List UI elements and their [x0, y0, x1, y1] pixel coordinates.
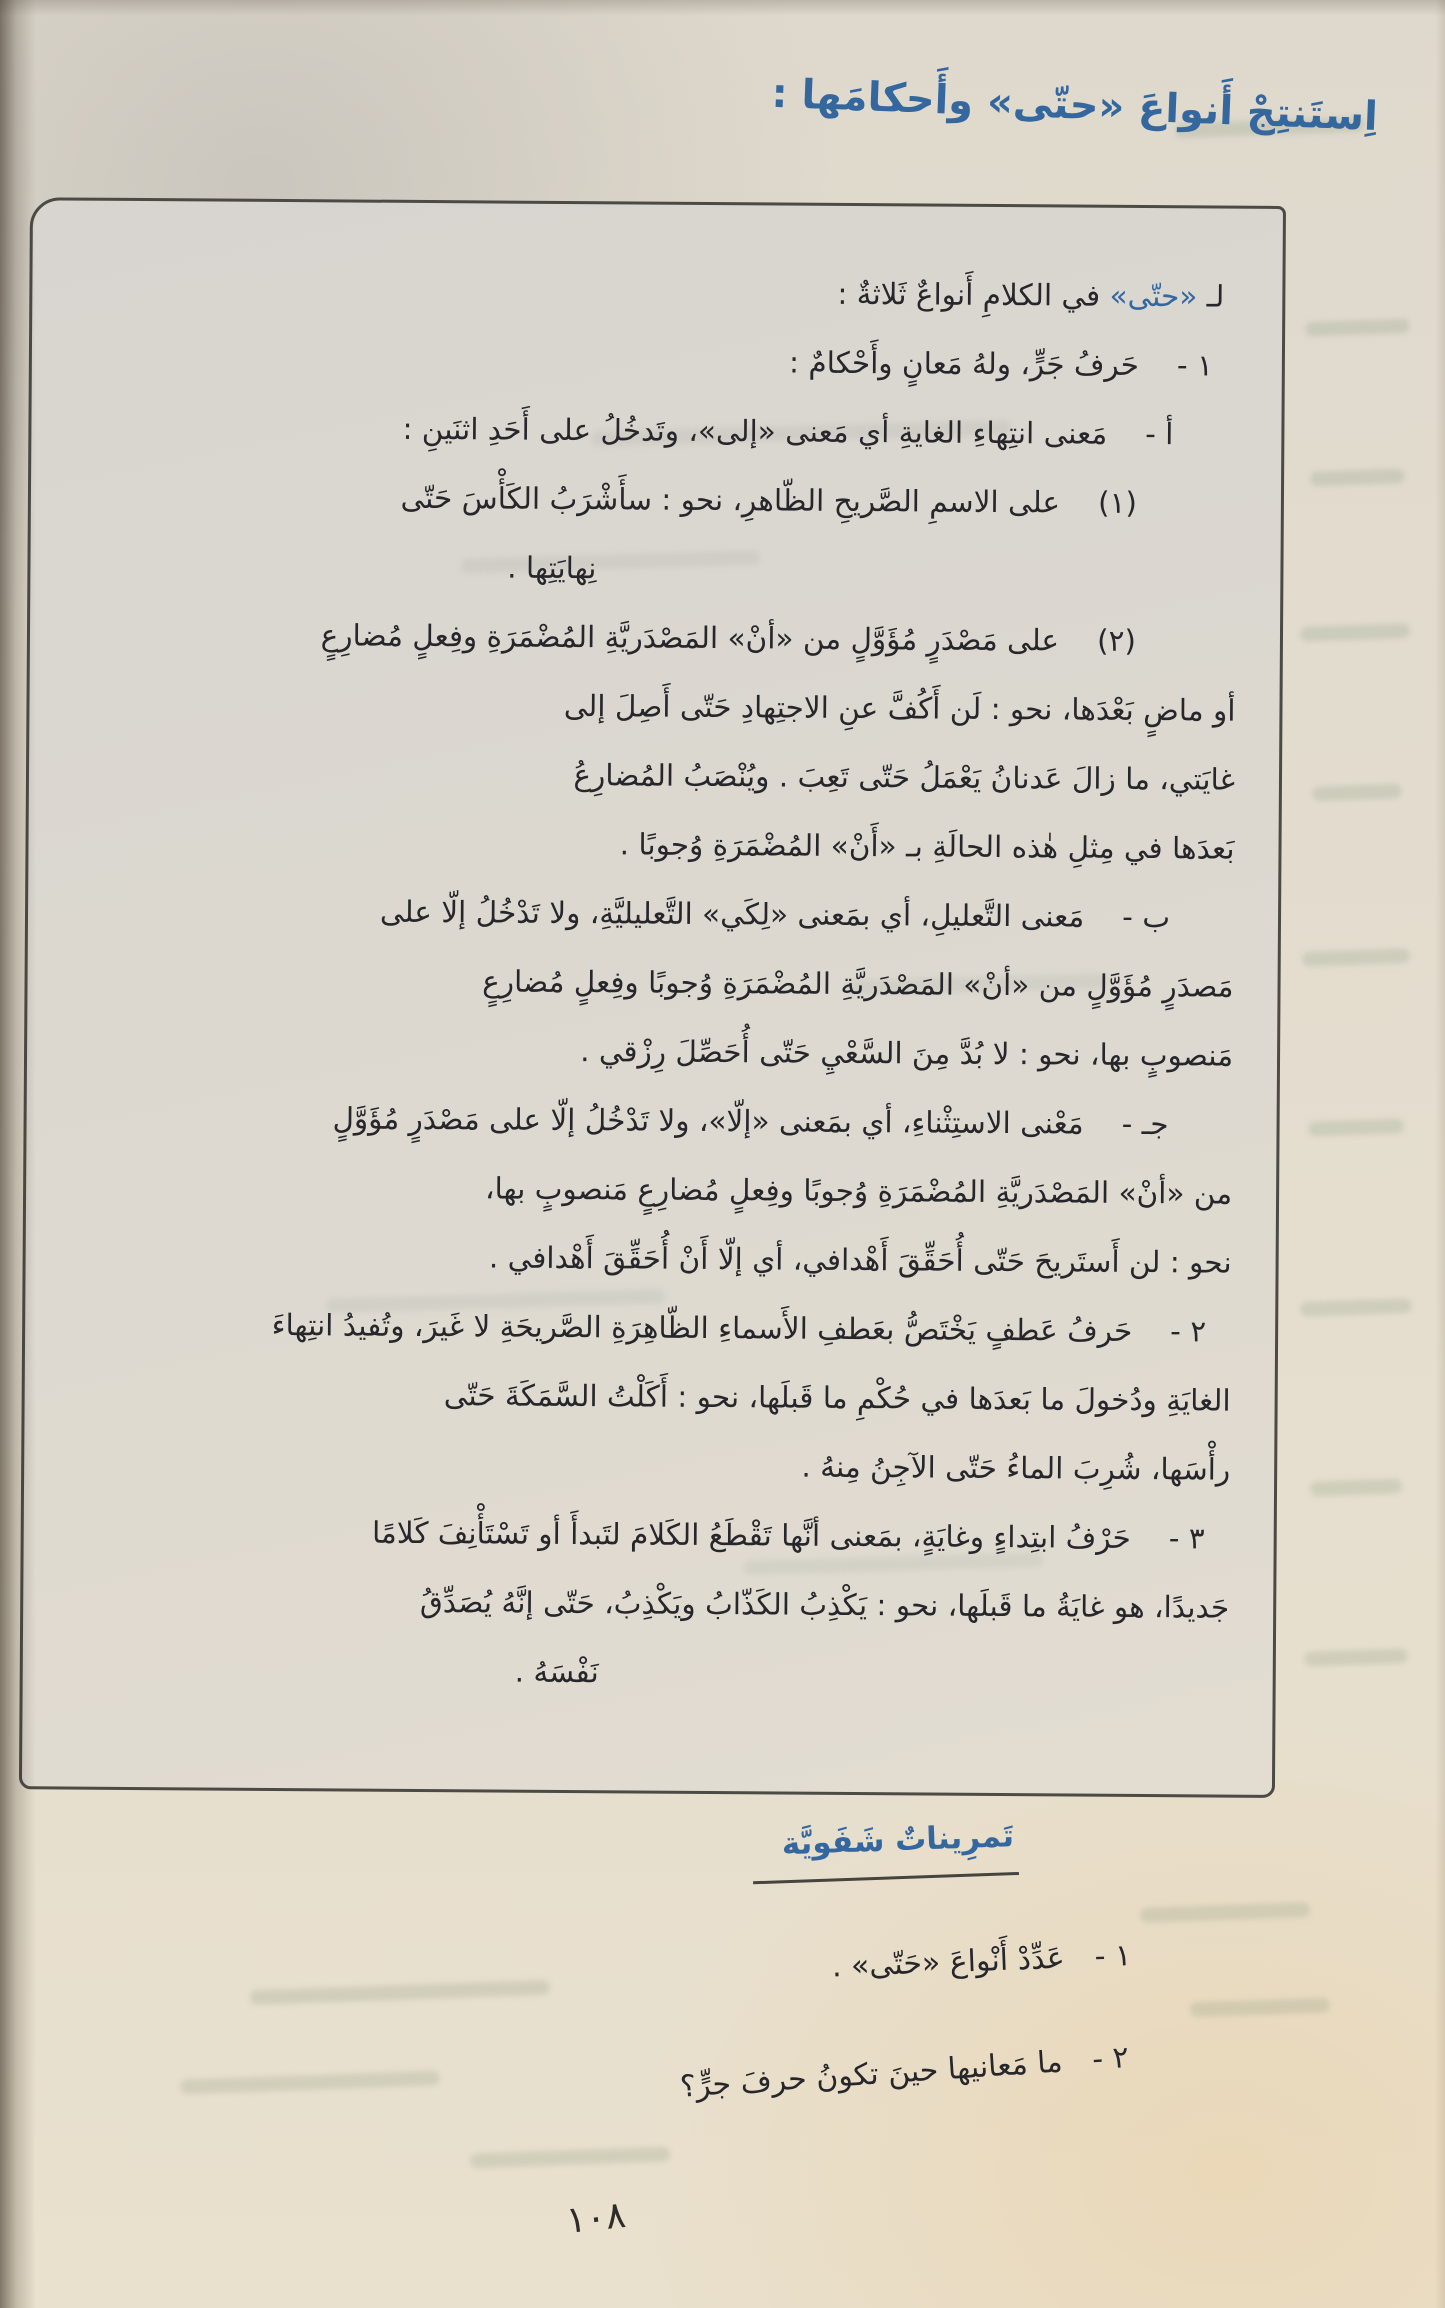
box-text-line	[72, 1083, 1232, 1160]
item-marker: ٢ -	[1170, 1314, 1207, 1349]
bleed-through-mark	[1140, 1902, 1310, 1923]
box-text-line	[77, 393, 1237, 470]
bleed-through-mark	[250, 1980, 550, 2005]
page-gutter-shadow	[0, 0, 36, 2308]
item-marker: (١)	[1097, 485, 1138, 520]
intro-segment: لـ	[1197, 279, 1225, 314]
box-text-line	[74, 876, 1234, 953]
bleed-through-mark	[1304, 1648, 1408, 1667]
intro-segment: «حتّى»	[1109, 278, 1198, 314]
box-text-line	[71, 1290, 1231, 1367]
box-text-line: نَفْسَهُ .	[514, 1654, 599, 1690]
item-text: مَعنى التَّعليلِ، أي بمَعنى «لِكَي» التَّعليليَّةِ، ولا تَدْخُلُ إلّا على	[379, 894, 1085, 934]
item-marker: جـ -	[1121, 1106, 1169, 1142]
box-item	[69, 1497, 1230, 1712]
box-text-line: نِهايَتِها .	[507, 550, 597, 586]
box-text-line	[78, 324, 1238, 401]
item-text: حَرفُ عَطفٍ يَخْتَصُّ بعَطفِ الأَسماءِ الظّاهِرَةِ الصَّريحَةِ لا غَيرَ، وتُفيدُ انتِهاءَ	[271, 1307, 1133, 1348]
box-text-line: رأْسَها، شُرِبَ الماءُ حَتّى الآجِنُ مِنهُ .	[801, 1449, 1231, 1487]
bleed-through-mark	[1308, 1118, 1404, 1136]
item-text: على الاسمِ الصَّريحِ الظّاهرِ، نحو : سأَشْرَبُ الكَأْسَ حَتّى	[400, 480, 1061, 520]
item-text: على مَصْدَرٍ مُؤَوَّلٍ من «أنْ» المَصْدَريَّةِ المُضْمَرَةِ وفِعلٍ مُضارِعٍ	[320, 618, 1060, 658]
exercise-marker: ٢ -	[1091, 2040, 1131, 2078]
content-box	[19, 197, 1286, 1798]
exercise-marker: ١ -	[1093, 1938, 1132, 1975]
box-item	[78, 324, 1238, 401]
item-marker: (٢)	[1096, 623, 1137, 658]
box-text-line: مَنصوبٍ بها، نحو : لا بُدَّ مِنَ السَّعْيِ حَتّى أُحَصِّلَ رِزْقي .	[580, 1034, 1234, 1073]
item-text: مَعنى انتِهاءِ الغايةِ أي مَعنى «إلى»، وتَدخُلُ على أَحَدِ اثنَينِ :	[402, 411, 1108, 451]
exercise-text: عَدِّدْ أَنْواعَ «حَتّى» .	[830, 1940, 1065, 1985]
box-item	[71, 1083, 1232, 1298]
item-marker: ٣ -	[1168, 1521, 1205, 1556]
bleed-through-mark	[1190, 1998, 1330, 2018]
item-marker: أ -	[1145, 417, 1174, 452]
bleed-through-mark	[1302, 948, 1410, 967]
bleed-through-mark	[1312, 783, 1402, 801]
box-item	[74, 600, 1236, 884]
exercises-heading: تَمرِيناتٌ شَفَويَّة	[751, 1818, 1019, 1884]
page-title: اِستَنتِجْ أَنواعَ «حتّى» وأَحكامَها :	[771, 70, 1379, 140]
page-right-shadow	[1435, 0, 1445, 2308]
exercise-item	[831, 1938, 1132, 1984]
box-item	[76, 462, 1237, 608]
bleed-through-mark	[180, 2070, 440, 2094]
box-text-line	[76, 600, 1236, 677]
intro-segment: في الكلامِ أَنواعٌ ثَلاثةٌ :	[837, 276, 1110, 313]
item-text: مَعْنى الاستِثْناءِ، أي بمَعنى «إلّا»، ولا تَدْخُلُ إلّا على مَصْدَرٍ مُؤَوَّلٍ	[332, 1101, 1084, 1141]
bleed-through-mark	[1310, 468, 1405, 486]
bleed-through-mark	[470, 2147, 670, 2169]
box-item	[77, 393, 1237, 470]
box-item	[70, 1290, 1231, 1505]
item-text: حَرفُ جَرٍّ، ولهُ مَعانٍ وأَحْكامٌ :	[788, 345, 1140, 382]
box-text-line: أو ماضٍ بَعْدَها، نحو : لَن أَكُفَّ عنِ الاجتِهادِ حَتّى أَصِلَ إلى	[563, 688, 1236, 728]
box-text-line: الغايَةِ ودُخولَ ما بَعدَها في حُكْمِ ما قَبلَها، نحو : أَكَلْتُ السَّمَكَةَ حَتّى	[443, 1378, 1231, 1418]
exercise-text: ما مَعانيها حينَ تكونُ حرفَ جرٍّ؟	[679, 2044, 1064, 2105]
box-text-line	[69, 1497, 1229, 1574]
box-text-line: غايَتي، ما زالَ عَدنانُ يَعْمَلُ حَتّى تَعِبَ . ويُنْصَبُ المُضارِعُ	[573, 758, 1236, 797]
item-marker: ب -	[1122, 899, 1171, 935]
box-text-line: نحو : لن أَستَريحَ حَتّى أُحَقِّقَ أَهْدافي، أي إلّا أَنْ أُحَقِّقَ أَهْدافي .	[488, 1240, 1232, 1280]
bleed-through-mark	[1300, 623, 1410, 642]
box-text-line: مَصدَرٍ مُؤَوَّلٍ من «أنْ» المَصْدَريَّةِ المُضْمَرَةِ وُجوبًا وفِعلٍ مُضارِعٍ	[482, 964, 1234, 1004]
box-intro-line	[78, 255, 1238, 332]
box-text-line: من «أنْ» المَصْدَريَّةِ المُضْمَرَةِ وُجوبًا وفِعلٍ مُضارِعٍ مَنصوبٍ بها،	[484, 1171, 1233, 1211]
page-top-shadow	[0, 0, 1445, 16]
bleed-through-mark	[1310, 1478, 1402, 1496]
bleed-through-mark	[1305, 318, 1410, 337]
box-text-line: بَعدَها في مِثلِ هٰذه الحالَةِ بـ «أَنْ» المُضْمَرَةِ وُجوبًا .	[619, 827, 1235, 866]
item-marker: ١ -	[1176, 348, 1214, 383]
box-item	[73, 876, 1234, 1091]
box-items	[69, 324, 1239, 1712]
item-text: حَرْفُ ابتِداءٍ وغايَةٍ، بمَعنى أنَّها تَقْطَعُ الكَلامَ لتَبدأَ أو تَسْتَأْنِفَ كَلامًا	[371, 1515, 1131, 1555]
page-number: ١٠٨	[563, 2193, 628, 2242]
box-text-line	[77, 462, 1237, 539]
box-text-line: جَديدًا، هو غايَةُ ما قَبلَها، نحو : يَكْذِبُ الكَذّابُ ويَكْذِبُ، حَتّى إنَّهُ يُصَدِّقُ	[419, 1584, 1230, 1625]
bleed-through-mark	[1300, 1298, 1412, 1317]
exercise-item	[679, 2040, 1130, 2105]
